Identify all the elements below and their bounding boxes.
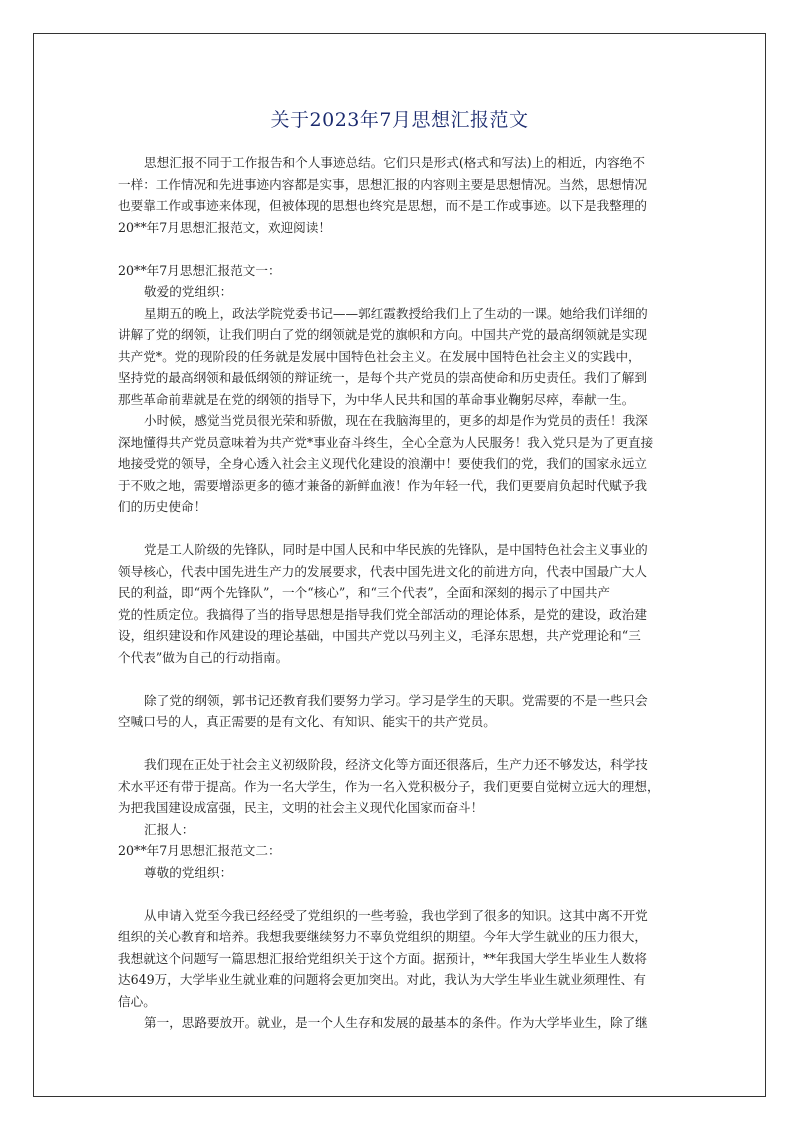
text-line: 第一，思路要放开。就业，是一个人生存和发展的最基本的条件。作为大学毕业生，除了继	[144, 1015, 648, 1030]
text-line: 20**年7月思想汇报范文，欢迎阅读！	[118, 219, 331, 235]
paragraph-7	[118, 1012, 718, 1034]
text-line: 个代表”做为自己的行动指南。	[118, 649, 289, 665]
paragraph-5	[118, 754, 718, 819]
text-line: 于不败之地，需要增添更多的德才兼备的新鲜血液！作为年轻一代，我们更要肩负起时代赋予我	[118, 477, 647, 493]
text-line: 除了党的纲领，郭书记还教育我们要努力学习。学习是学生的天职。党需要的不是一些只会	[144, 692, 648, 708]
text-line: 地接受党的领导，全身心透入社会主义现代化建设的浪潮中！要使我们的党，我们的国家永远立	[118, 456, 647, 471]
text-line: 星期五的晚上，政法学院党委书记——郭红霞教授给我们上了生动的一课。她给我们详细的	[144, 305, 648, 321]
paragraph-6	[118, 905, 718, 1013]
sample1-heading: 20**年7月思想汇报范文一：	[118, 262, 281, 278]
text-line: 也要靠工作或事迹来体现，但被体现的思想也终究是思想，而不是工作或事迹。以下是我整理的	[118, 198, 647, 213]
paragraph-1	[118, 303, 718, 411]
text-line: 党是工人阶级的先锋队，同时是中国人民和中华民族的先锋队，是中国特色社会主义事业的	[144, 542, 648, 557]
text-line: 共产党*。党的现阶段的任务就是发展中国特色社会主义。在发展中国特色社会主义的实践中，	[118, 348, 641, 364]
intro-paragraph	[118, 152, 718, 238]
text-line: 设，组织建设和作风建设的理论基础，中国共产党以马列主义，毛泽东思想，共产党理论和“三	[118, 628, 641, 643]
text-line: 小时候，感觉当党员很光荣和骄傲，现在在我脑海里的，更多的却是作为党员的责任！我深	[144, 413, 648, 428]
paragraph-4	[118, 690, 718, 733]
text-line: 民的利益，即“两个先锋队”，一个“核心”，和“三个代表”，全面和深刻的揭示了中国共产	[118, 585, 611, 600]
text-line: 深地懂得共产党员意味着为共产党*事业奋斗终生，全心全意为人民服务！我入党只是为了更直接	[118, 434, 654, 450]
paragraph-2	[118, 410, 718, 518]
signoff: 汇报人：	[144, 821, 195, 837]
text-line: 党的性质定位。我搞得了当的指导思想是指导我们党全部活动的理论体系，是党的建设，政治建	[118, 606, 647, 622]
document-title: 关于2023年7月思想汇报范文	[270, 109, 529, 131]
text-line: 坚持党的最高纲领和最低纲领的辩证统一，是每个共产党员的崇高使命和历史责任。我们了解到	[118, 370, 647, 385]
text-line: 空喊口号的人，真正需要的是有文化、有知识、能实干的共产党员。	[118, 714, 496, 729]
sample2-heading: 20**年7月思想汇报范文二：	[118, 843, 281, 858]
text-line: 术水平还有带于提高。作为一名大学生，作为一名入党积极分子，我们更要自觉树立远大的理想，	[118, 778, 660, 794]
text-line: 思想汇报不同于工作报告和个人事迹总结。它们只是形式(格式和写法)上的相近，内容绝不	[144, 155, 645, 170]
text-line: 我想就这个问题写一篇思想汇报给党组织关于这个方面。据预计，**年我国大学生毕业生人数将	[118, 950, 647, 966]
text-line: 达649万，大学毕业生就业难的问题将会更加突出。对此，我认为大学生毕业生就业须理性、有	[118, 972, 646, 987]
text-line: 领导核心，代表中国先进生产力的发展要求，代表中国先进文化的前进方向，代表中国最广大人	[118, 563, 647, 579]
text-line: 信心。	[118, 993, 156, 1009]
sample1-salutation: 敬爱的党组织：	[144, 284, 233, 299]
text-line: 组织的关心教育和培养。我想我要继续努力不辜负党组织的期望。今年大学生就业的压力很大，	[118, 929, 647, 944]
text-line: 讲解了党的纲领，让我们明白了党的纲领就是党的旗帜和方向。中国共产党的最高纲领就是实现	[118, 327, 647, 342]
text-line: 我们现在正处于社会主义初级阶段，经济文化等方面还很落后，生产力还不够发达，科学技	[144, 757, 648, 772]
page-frame	[33, 33, 766, 1097]
text-line: 从申请入党至今我已经经受了党组织的一些考验，我也学到了很多的知识。这其中离不开党	[144, 907, 648, 923]
text-line: 为把我国建设成富强，民主，文明的社会主义现代化国家而奋斗！	[118, 800, 484, 815]
paragraph-3	[118, 539, 718, 668]
sample2-salutation: 尊敬的党组织：	[144, 864, 233, 880]
document-body	[118, 152, 718, 1034]
text-line: 那些革命前辈就是在党的纲领的指导下，为中华人民共和国的革命事业鞠躬尽瘁，奉献一生。	[118, 391, 635, 407]
text-line: 一样：工作情况和先进事迹内容都是实事，思想汇报的内容则主要是思想情况。当然，思想情况	[118, 176, 647, 192]
text-line: 们的历史使命！	[118, 499, 207, 514]
